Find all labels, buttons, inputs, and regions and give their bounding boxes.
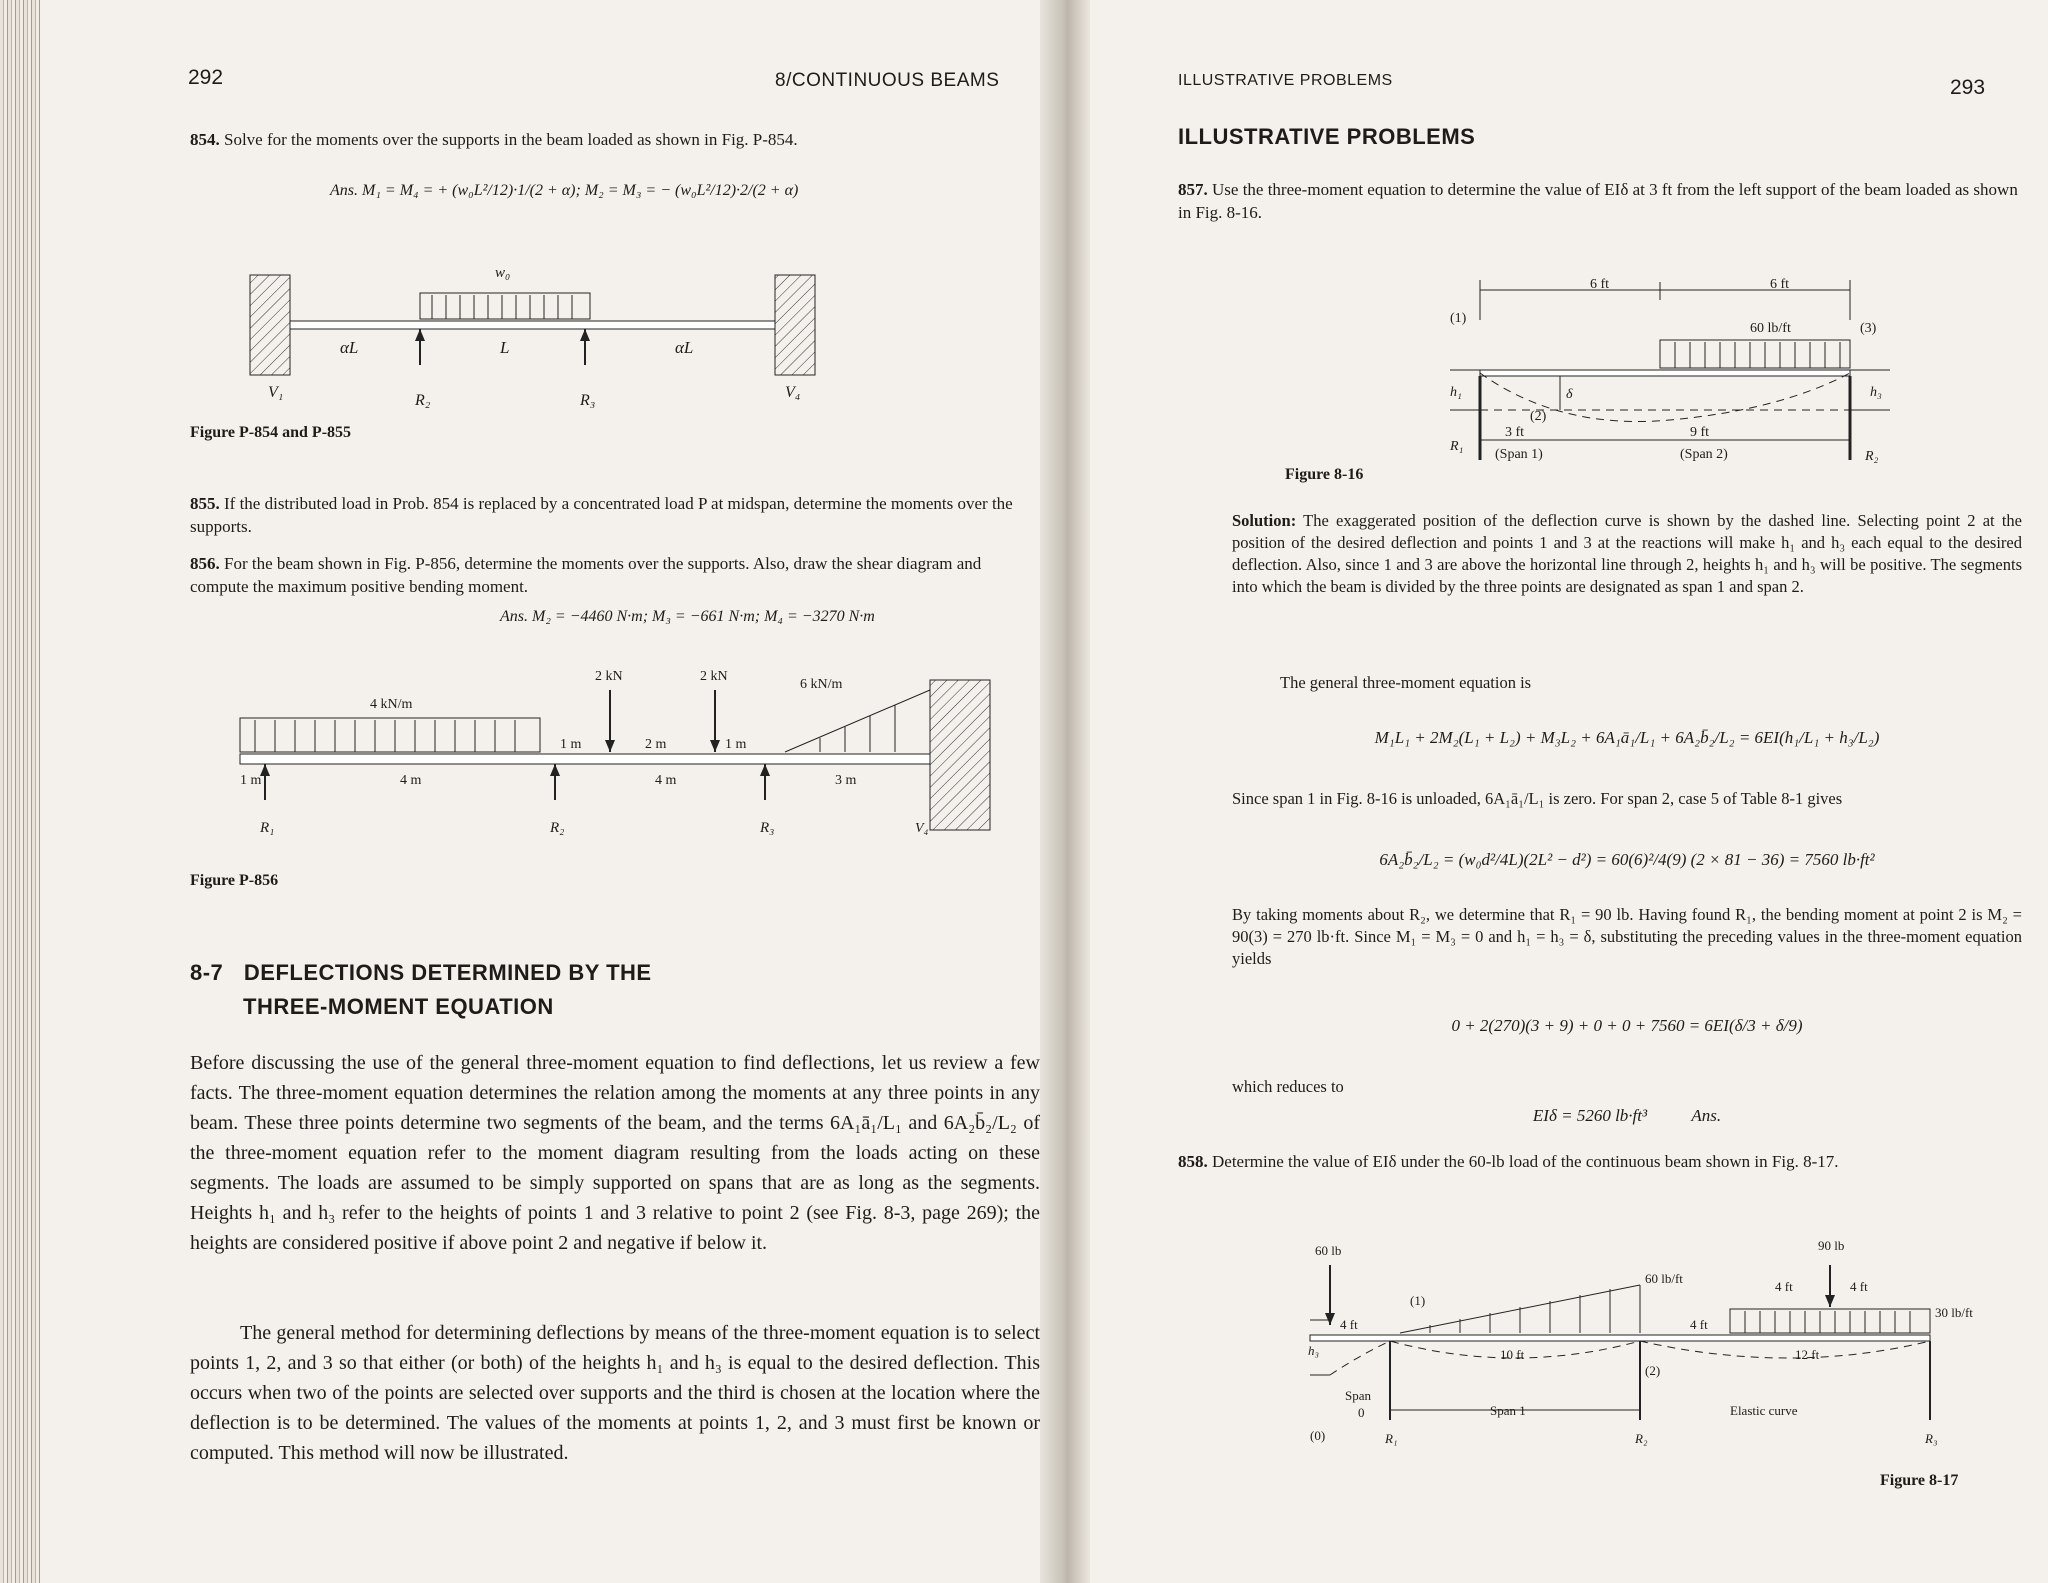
left-page	[40, 0, 1040, 1583]
support-v4: V₄	[785, 384, 801, 401]
problem-857	[1178, 178, 2018, 224]
span-right-label: αL	[675, 338, 694, 357]
distributed-load	[1660, 340, 1850, 368]
reaction-r3: R₃	[1925, 1431, 1938, 1446]
paragraph-2: The general method for determining deflections by means of the three-moment equation is to select points 1, 2, and 3 so that either (or both) of the heights h₁ and h₃ is equal to the desired deflection. This occurs when two of the points are selected over supports and the third is chosen at the location where the deflection is to be determined. The values of the moments at points 1, 2, and 3 must first be known or computed. This method will now be illustrated.	[190, 1322, 1040, 1464]
dim-4ft-b: 4 ft	[1690, 1317, 1708, 1332]
page-number-right: 293	[1950, 76, 1986, 99]
elastic-curve-label: Elastic curve	[1730, 1403, 1798, 1418]
support-v1: V₁	[268, 384, 284, 401]
caption-p856: Figure P-856	[190, 872, 279, 889]
problem-number: 858.	[1178, 1152, 1208, 1171]
figure-p854	[220, 245, 860, 415]
page-number-left: 292	[188, 66, 224, 89]
page-edges	[0, 0, 40, 1583]
dim-9ft: 9 ft	[1690, 425, 1710, 440]
solution-label: Solution:	[1232, 511, 1297, 530]
h3-label: h₃	[1308, 1343, 1320, 1358]
solution-paragraph-4: By taking moments about R₂, we determine that R₁ = 90 lb. Having found R₁, the bending moment at point 2 is M₂ = 90(3) = 270 lb·ft. Since M₁ = M₃ = 0 and h₁ = h₃ = δ, substituting the preceding values in the three-moment equation yields	[1232, 905, 2022, 968]
load-30lb-ft: 30 lb/ft	[1935, 1305, 1973, 1320]
figure-p856	[220, 660, 1020, 860]
reaction-r1: R₁	[1450, 439, 1464, 454]
reaction-r1: R₁	[1385, 1431, 1398, 1446]
equation-1: M₁L₁ + 2M₂(L₁ + L₂) + M₃L₂ + 6A₁ā₁/L₁ + 6A₂b̄₂/L₂ = 6EI(h₁/L₁ + h₃/L₂)	[1374, 728, 1880, 747]
delta-label: δ	[1566, 387, 1573, 402]
equation-3: 0 + 2(270)(3 + 9) + 0 + 0 + 7560 = 6EI(δ/3 + δ/9)	[1451, 1016, 1803, 1035]
dim-3m: 3 m	[835, 773, 857, 788]
solution-text-1: The exaggerated position of the deflection curve is shown by the dashed line. Selecting point 2 at the position of the desired deflection and points 1 and 3 at the reactions will make h₁ and h₃ each equal to the desired deflection. Also, since 1 and 3 are above the horizontal line through 2, heights h₁ and h₃ will be positive. The segments into which the beam is divided by the three points are designated as span 1 and span 2.	[1232, 511, 2023, 596]
problem-text: Use the three-moment equation to determine the value of EIδ at 3 ft from the left support of the beam loaded as shown in Fig. 8-16.	[1178, 180, 2018, 222]
point-1: (1)	[1450, 311, 1467, 326]
dim-4ft-top-b: 4 ft	[1850, 1279, 1868, 1294]
dim-4ft-a: 4 ft	[1340, 1317, 1358, 1332]
support-r1: R₁	[260, 820, 275, 836]
load-2kn-b: 2 kN	[700, 669, 728, 684]
problem-number: 854.	[190, 130, 220, 149]
load-60lb: 60 lb	[1315, 1243, 1342, 1258]
problem-856	[190, 552, 1040, 598]
dim-12ft: 12 ft	[1795, 1347, 1820, 1362]
caption-8-16: Figure 8-16	[1285, 466, 1364, 483]
reaction-r2: R₂	[1865, 449, 1879, 464]
support-v4: V₄	[915, 821, 929, 836]
beam	[1310, 1335, 1930, 1341]
solution-paragraph-3: Since span 1 in Fig. 8-16 is unloaded, 6A₁ā₁/L₁ is zero. For span 2, case 5 of Table 8-1 gives	[1232, 789, 1843, 808]
equation-2: 6A₂b̄₂/L₂ = (w₀d²/4L)(2L² − d²) = 60(6)²/4(9) (2 × 81 − 36) = 7560 lb·ft²	[1379, 850, 1875, 869]
section-title-1: DEFLECTIONS DETERMINED BY THE	[243, 960, 652, 985]
figure-8-16	[1420, 270, 2020, 480]
beam	[1480, 370, 1850, 376]
support-r2: R₂	[550, 820, 565, 836]
solution-paragraph-1	[1232, 510, 2022, 598]
section-title-2: THREE-MOMENT EQUATION	[243, 994, 554, 1019]
equation-4-value: EIδ = 5260 lb·ft³	[1532, 1106, 1648, 1125]
point-0: (0)	[1310, 1428, 1326, 1443]
right-page	[1090, 0, 2048, 1583]
left-wall	[250, 275, 290, 375]
span-mid-label: L	[500, 338, 510, 357]
gutter	[1040, 0, 1090, 1583]
load-6kn-m: 6 kN/m	[800, 677, 843, 692]
problem-text: Solve for the moments over the supports in the beam loaded as shown in Fig. P-854.	[224, 130, 798, 149]
problem-text: For the beam shown in Fig. P-856, determine the moments over the supports. Also, draw the shear diagram and compute the maximum positive bending moment.	[190, 554, 982, 596]
point-1: (1)	[1410, 1293, 1426, 1308]
equation-4	[1232, 1106, 2022, 1126]
answer-856: Ans. M₂ = −4460 N·m; M₃ = −661 N·m; M₄ = −3270 N·m	[500, 608, 875, 625]
solution-paragraph-5: which reduces to	[1232, 1077, 1344, 1096]
problem-858	[1178, 1150, 2018, 1173]
dim-3ft: 3 ft	[1505, 425, 1525, 440]
dim-6ft-a: 6 ft	[1590, 277, 1610, 292]
right-wall	[775, 275, 815, 375]
running-head-left: 8/CONTINUOUS BEAMS	[775, 70, 1000, 91]
load-label: w₀	[495, 265, 511, 281]
span-2: (Span 2)	[1680, 447, 1728, 462]
span-left-label: αL	[340, 338, 359, 357]
caption-8-17: Figure 8-17	[1880, 1472, 1959, 1489]
point-2: (2)	[1645, 1363, 1661, 1378]
point-3: (3)	[1860, 321, 1877, 336]
answer-854: Ans. M₁ = M₄ = + (w₀L²/12)·1/(2 + α); M₂ = M₃ = − (w₀L²/12)·2/(2 + α)	[330, 182, 799, 199]
span-0-label: Span	[1345, 1388, 1371, 1403]
support-r3: R₃	[580, 392, 596, 409]
support-r3: R₃	[760, 820, 775, 836]
problem-text: Determine the value of EIδ under the 60-lb load of the continuous beam shown in Fig. 8-17.	[1212, 1152, 1839, 1171]
dim-top-1m-a: 1 m	[560, 737, 582, 752]
load-4kn-m: 4 kN/m	[370, 697, 413, 712]
figure-8-17	[1290, 1225, 2030, 1470]
dim-4ft-top-a: 4 ft	[1775, 1279, 1793, 1294]
dim-1m: 1 m	[240, 773, 262, 788]
problem-number: 855.	[190, 494, 220, 513]
beam	[240, 754, 930, 764]
section-heading	[190, 960, 652, 986]
section-number: 8-7	[190, 960, 224, 985]
support-r2: R₂	[415, 392, 431, 409]
beam	[290, 321, 775, 329]
problem-855	[190, 492, 1040, 538]
paragraph-1: Before discussing the use of the general three-moment equation to find deflections, let us review a few facts. The three-moment equation determines the relation among the moments at any three points in any beam. These three points determine two segments of the beam, and the terms 6A₁ā₁/L₁ and 6A₂b̄₂/L₂ of the three-moment equation refer to the moment diagram resulting from the loads acting on these segments. The loads are assumed to be simply supported on spans that are as long as the segments. Heights h₁ and h₃ refer to the heights of points 1 and 3 relative to point 2 (see Fig. 8-3, page 269); the heights are considered positive if above point 2 and negative if below it.	[190, 1052, 1040, 1254]
h1-label: h₁	[1450, 385, 1462, 400]
dim-10ft: 10 ft	[1500, 1347, 1525, 1362]
span-0-number: 0	[1358, 1405, 1365, 1420]
problem-854	[190, 128, 1040, 151]
equation-4-ans: Ans.	[1691, 1106, 1722, 1125]
running-head-right: ILLUSTRATIVE PROBLEMS	[1178, 72, 1393, 89]
reaction-r2: R₂	[1635, 1431, 1648, 1446]
right-wall	[930, 680, 990, 830]
load-60lb-ft: 60 lb/ft	[1750, 321, 1791, 336]
dim-4m-a: 4 m	[400, 773, 422, 788]
solution-paragraph-2: The general three-moment equation is	[1280, 673, 1532, 692]
problem-text: If the distributed load in Prob. 854 is replaced by a concentrated load P at midspan, determine the moments over the supports.	[190, 494, 1013, 536]
load-60lb-ft: 60 lb/ft	[1645, 1271, 1683, 1286]
span-1: (Span 1)	[1495, 447, 1543, 462]
dim-6ft-b: 6 ft	[1770, 277, 1790, 292]
load-2kn-a: 2 kN	[595, 669, 623, 684]
point-2: (2)	[1530, 409, 1547, 424]
dim-4m-b: 4 m	[655, 773, 677, 788]
page-heading: ILLUSTRATIVE PROBLEMS	[1178, 124, 1476, 149]
problem-number: 857.	[1178, 180, 1208, 199]
dim-top-1m-b: 1 m	[725, 737, 747, 752]
load-90lb: 90 lb	[1818, 1238, 1845, 1253]
caption-p854: Figure P-854 and P-855	[190, 424, 352, 441]
h3-label: h₃	[1870, 385, 1882, 400]
problem-number: 856.	[190, 554, 220, 573]
dim-top-2m: 2 m	[645, 737, 667, 752]
span-1: Span 1	[1490, 1403, 1526, 1418]
